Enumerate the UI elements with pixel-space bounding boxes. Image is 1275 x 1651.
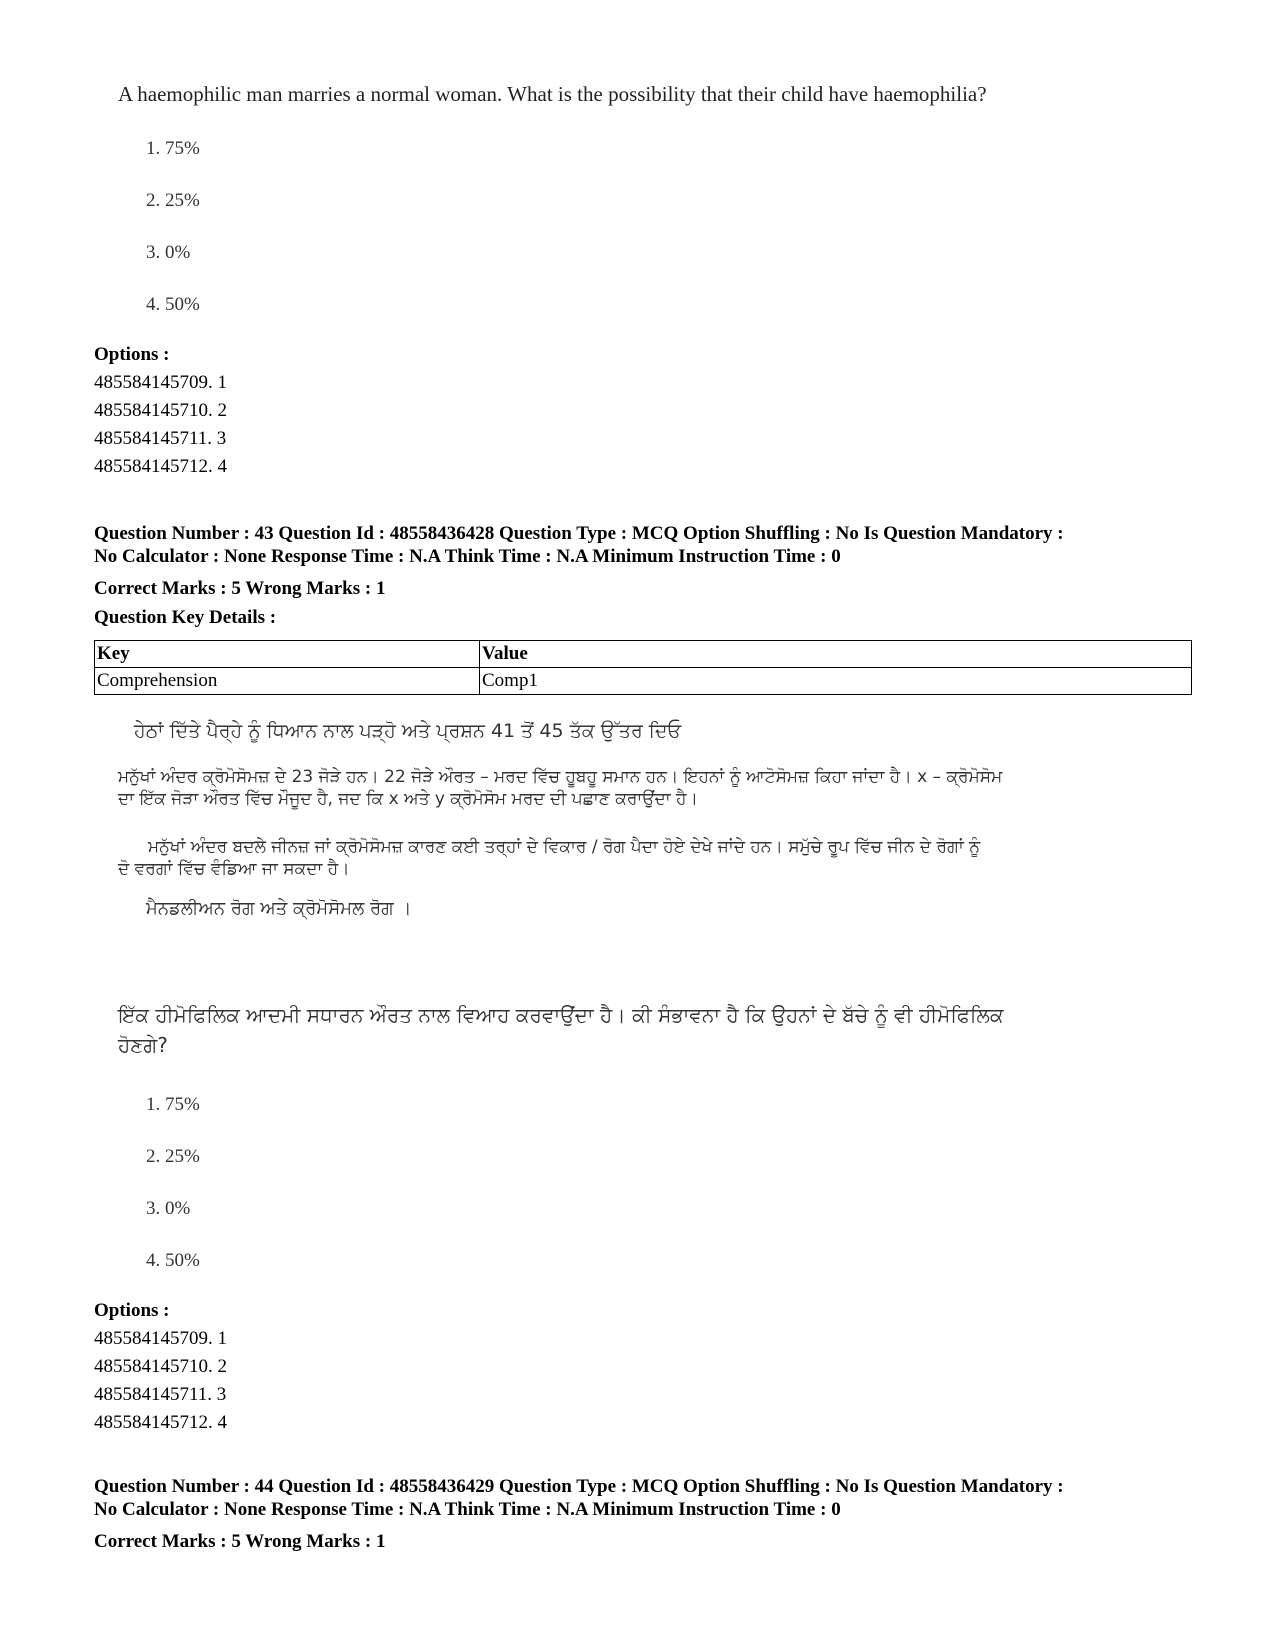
passage-p1-line-2: ਦਾ ਇੱਕ ਜੋੜਾ ਔਰਤ ਵਿੱਚ ਮੌਜੂਦ ਹੈ, ਜਦ ਕਿ x ਅਤੇ y ਕ੍ਰੋਮੋਸੋਮ ਮਰਦ ਦੀ ਪਛਾਣ ਕਰਾਉਂਦਾ ਹੈ। [118,789,698,809]
option-id-1: 485584145709. 1 [94,1328,227,1349]
marks: Correct Marks : 5 Wrong Marks : 1 [94,1531,386,1552]
table-header-key: Key [95,641,480,668]
passage-p1-line-1: ਮਨੁੱਖਾਂ ਅੰਦਰ ਕ੍ਰੋਮੋਸੋਮਜ਼ ਦੇ 23 ਜੋੜੇ ਹਨ। 22 ਜੋੜੇ ਔਰਤ – ਮਰਦ ਵਿੱਚ ਹੂਬਹੂ ਸਮਾਨ ਹਨ। ਇਹਨਾਂ ਨੂੰ ਆਟੋਸੋਮਜ਼ ਕਿਹਾ ਜਾਂਦਾ ਹੈ। x – ਕ੍ਰੋਮੋਸੋਮ [118,767,1003,787]
meta-line-2: No Calculator : None Response Time : N.A Think Time : N.A Minimum Instruction Time : 0 [94,546,841,567]
passage-p2-line-1: ਮਨੁੱਖਾਂ ਅੰਦਰ ਬਦਲੇ ਜੀਨਜ਼ ਜਾਂ ਕ੍ਰੋਮੋਸੋਮਜ਼ ਕਾਰਣ ਕਈ ਤਰ੍ਹਾਂ ਦੇ ਵਿਕਾਰ / ਰੋਗ ਪੈਦਾ ਹੋਏ ਦੇਖੇ ਜਾਂਦੇ ਹਨ। ਸਮੁੱਚੇ ਰੂਪ ਵਿੱਚ ਜੀਨ ਦੇ ਰੋਗਾਂ ਨੂੰ [148,837,981,857]
choice-1: 1. 75% [146,1094,200,1115]
passage-heading: ਹੇਠਾਂ ਦਿੱਤੇ ਪੈਰ੍ਹੇ ਨੂੰ ਧਿਆਨ ਨਾਲ ਪੜ੍ਹੋ ਅਤੇ ਪ੍ਰਸ਼ਨ 41 ਤੋਂ 45 ਤੱਕ ਉੱਤਰ ਦਿਓ [134,720,682,742]
table-cell-key: Comprehension [95,668,480,695]
key-details-table [94,640,1192,695]
option-id-1: 485584145709. 1 [94,372,227,393]
table-cell-value: Comp1 [480,668,1192,695]
marks: Correct Marks : 5 Wrong Marks : 1 [94,578,386,599]
choice-2: 2. 25% [146,190,200,211]
passage-paragraph-2 [118,836,1198,880]
option-id-4: 485584145712. 4 [94,456,227,477]
option-id-4: 485584145712. 4 [94,1412,227,1433]
option-id-2: 485584145710. 2 [94,400,227,421]
options-label: Options : [94,1300,170,1321]
question-stem-punjabi [118,1000,1198,1060]
options-label: Options : [94,344,170,365]
table-header-value: Value [480,641,1192,668]
choice-1: 1. 75% [146,138,200,159]
table-row [95,668,1192,695]
passage-paragraph-1 [118,766,1198,810]
stem-line-2: ਹੋਣਗੇ? [118,1033,168,1057]
meta-line-1: Question Number : 43 Question Id : 48558436428 Question Type : MCQ Option Shuffling : No Is Question Mandatory : [94,523,1064,544]
question-meta [94,522,1204,568]
stem-line-1: ਇੱਕ ਹੀਮੋਫਿਲਿਕ ਆਦਮੀ ਸਧਾਰਨ ਔਰਤ ਨਾਲ ਵਿਆਹ ਕਰਵਾਉਂਦਾ ਹੈ। ਕੀ ਸੰਭਾਵਨਾ ਹੈ ਕਿ ਉਹਨਾਂ ਦੇ ਬੱਚੇ ਨੂੰ ਵੀ ਹੀਮੋਫਿਲਿਕ [118,1003,1004,1027]
meta-line-1: Question Number : 44 Question Id : 48558436429 Question Type : MCQ Option Shuffling : No Is Question Mandatory : [94,1476,1064,1497]
question-meta [94,1475,1204,1521]
choice-3: 3. 0% [146,1198,191,1219]
table-header-row [95,641,1192,668]
meta-line-2: No Calculator : None Response Time : N.A Think Time : N.A Minimum Instruction Time : 0 [94,1499,841,1520]
passage-paragraph-3: ਮੈਨਡਲੀਅਨ ਰੋਗ ਅਤੇ ਕ੍ਰੋਮੋਸੋਮਲ ਰੋਗ । [146,898,412,919]
choice-3: 3. 0% [146,242,191,263]
key-details-label: Question Key Details : [94,607,277,628]
option-id-3: 485584145711. 3 [94,428,227,449]
choice-4: 4. 50% [146,1250,200,1271]
choice-4: 4. 50% [146,294,200,315]
question-stem: A haemophilic man marries a normal woman. What is the possibility that their child have haemophilia? [118,82,987,106]
choice-2: 2. 25% [146,1146,200,1167]
passage-p2-line-2: ਦੋ ਵਰਗਾਂ ਵਿੱਚ ਵੰਡਿਆ ਜਾ ਸਕਦਾ ਹੈ। [118,859,350,879]
option-id-2: 485584145710. 2 [94,1356,227,1377]
option-id-3: 485584145711. 3 [94,1384,227,1405]
